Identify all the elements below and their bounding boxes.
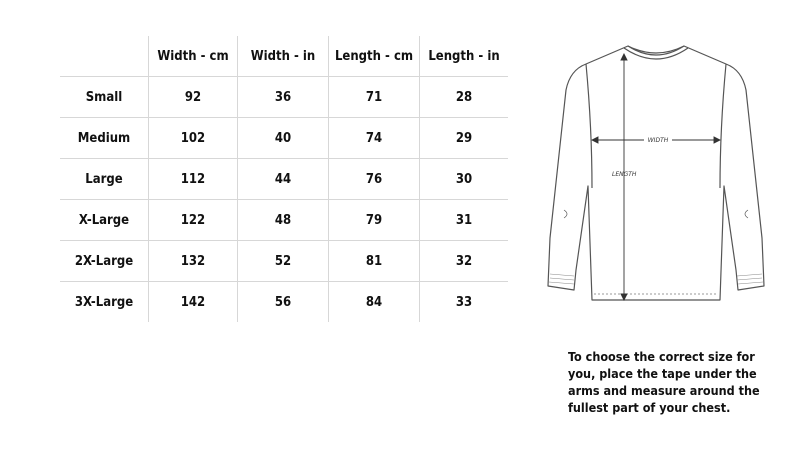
table-header-row (60, 36, 508, 77)
sizing-note: To choose the correct size for you, place the tape under the arms and measure around the fullest part of your chest. (568, 349, 760, 415)
size-name-cell: Small (60, 77, 149, 118)
width-in-cell: 40 (238, 118, 329, 159)
size-name-cell: X-Large (60, 200, 149, 241)
length-cm-cell: 76 (329, 159, 420, 200)
width-in-cell: 52 (238, 241, 329, 282)
header-cell: Length - cm (329, 36, 420, 77)
size-name-cell: 3X-Large (60, 282, 149, 323)
length-cm-cell: 84 (329, 282, 420, 323)
header-cell: Width - cm (149, 36, 238, 77)
size-name-cell: 2X-Large (60, 241, 149, 282)
length-in-cell: 30 (420, 159, 509, 200)
length-cm-cell: 74 (329, 118, 420, 159)
size-chart-table (60, 36, 508, 322)
size-name-cell: Medium (60, 118, 149, 159)
cuff-ribbing (549, 274, 763, 284)
header-cell (60, 36, 149, 77)
header-cell: Length - in (420, 36, 509, 77)
length-in-cell: 33 (420, 282, 509, 323)
shirt-outline-icon (548, 46, 764, 300)
table-row (60, 159, 508, 200)
length-in-cell: 31 (420, 200, 509, 241)
table-row (60, 118, 508, 159)
width-in-cell: 48 (238, 200, 329, 241)
length-cm-cell: 79 (329, 200, 420, 241)
length-in-cell: 29 (420, 118, 509, 159)
length-label: LENGTH (612, 171, 637, 178)
width-in-cell: 56 (238, 282, 329, 323)
width-cm-cell: 142 (149, 282, 238, 323)
length-in-cell: 32 (420, 241, 509, 282)
table-row (60, 200, 508, 241)
width-cm-cell: 122 (149, 200, 238, 241)
table-row (60, 77, 508, 118)
sleeve-marks (564, 210, 748, 218)
width-cm-cell: 112 (149, 159, 238, 200)
width-cm-cell: 92 (149, 77, 238, 118)
width-cm-cell: 102 (149, 118, 238, 159)
width-in-cell: 44 (238, 159, 329, 200)
length-cm-cell: 71 (329, 77, 420, 118)
length-in-cell: 28 (420, 77, 509, 118)
table-row (60, 241, 508, 282)
width-cm-cell: 132 (149, 241, 238, 282)
header-cell: Width - in (238, 36, 329, 77)
table-row (60, 282, 508, 323)
width-label: WIDTH (647, 137, 669, 144)
length-cm-cell: 81 (329, 241, 420, 282)
shirt-measurement-diagram (540, 38, 780, 318)
width-in-cell: 36 (238, 77, 329, 118)
size-name-cell: Large (60, 159, 149, 200)
